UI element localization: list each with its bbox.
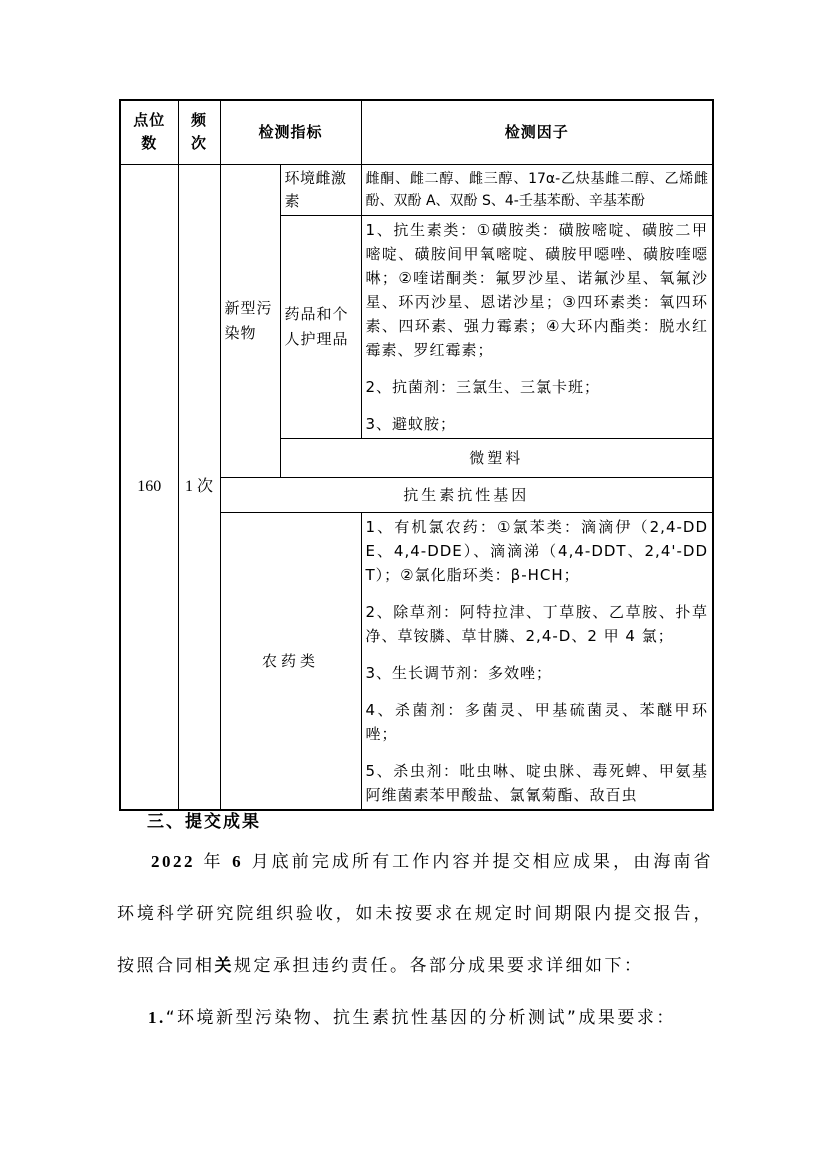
- indicator-microplastics: 微塑料: [280, 438, 713, 477]
- header-indicator: 检测指标: [220, 100, 361, 164]
- factors-estrogen: 雌酮、雌二醇、雌三醇、17α-乙炔基雌二醇、乙烯雌酚、双酚 A、双酚 S、4-壬基苯酚、辛基苯酚: [361, 164, 713, 215]
- factors-ppcp: 1、抗生素类：①磺胺类：磺胺嘧啶、磺胺二甲嘧啶、磺胺间甲氧嘧啶、磺胺甲噁唑、磺胺喹噁啉；②喹诺酮类：氟罗沙星、诺氟沙星、氧氟沙星、环丙沙星、恩诺沙星；③四环素类：氧四环素、四环素、强力霉素；④大环内酯类：脱水红霉素、罗红霉素； 2、抗菌剂：三氯生、三氯卡班； 3、避蚊胺；: [361, 215, 713, 438]
- frequency-value: 1 次: [178, 164, 220, 810]
- section-heading: 三、提交成果: [147, 812, 261, 832]
- header-frequency: 频次: [178, 100, 220, 164]
- indicator-ppcp: 药品和个人护理品: [280, 215, 361, 438]
- table-header-row: [120, 100, 713, 164]
- indicator-new-pollutants: 新型污染物: [220, 164, 280, 477]
- indicator-estrogen: 环境雌激素: [280, 164, 361, 215]
- section-submission: [117, 808, 713, 1044]
- indicator-arg: 抗生素抗性基因: [220, 477, 713, 512]
- factors-pesticides: 1、有机氯农药：①氯苯类：滴滴伊（2,4-DDE、4,4-DDE）、滴滴涕（4,4-DDT、2,4'-DDT）；②氯化脂环类：β-HCH； 2、除草剂：阿特拉津、丁草胺、乙草胺、扑草净、草铵膦、草甘膦、2,4-D、2 甲 4 氯； 3、生长调节剂：多效唑； 4、杀菌剂：多菌灵、甲基硫菌灵、苯醚甲环唑； 5、杀虫剂：吡虫啉、啶虫脒、毒死蜱、甲氨基阿维菌素苯甲酸盐、氯氰菊酯、敌百虫: [361, 512, 713, 810]
- point-count-value: 160: [120, 164, 178, 810]
- header-point-count: 点位数: [120, 100, 178, 164]
- paragraph-item1-requirements: 1.“环境新型污染物、抗生素抗性基因的分析测试”成果要求：: [148, 1008, 676, 1028]
- indicator-pesticides: 农药类: [220, 512, 361, 810]
- header-factor: 检测因子: [361, 100, 713, 164]
- paragraph-deadline: 2022 年 6 月底前完成所有工作内容并提交相应成果，由海南省环境科学研究院组织验收，如未按要求在规定时间期限内提交报告，按照合同相关规定承担违约责任。各部分成果要求详细如下：: [117, 852, 713, 976]
- monitoring-table: [119, 99, 714, 811]
- table-row-estrogen: [120, 164, 713, 215]
